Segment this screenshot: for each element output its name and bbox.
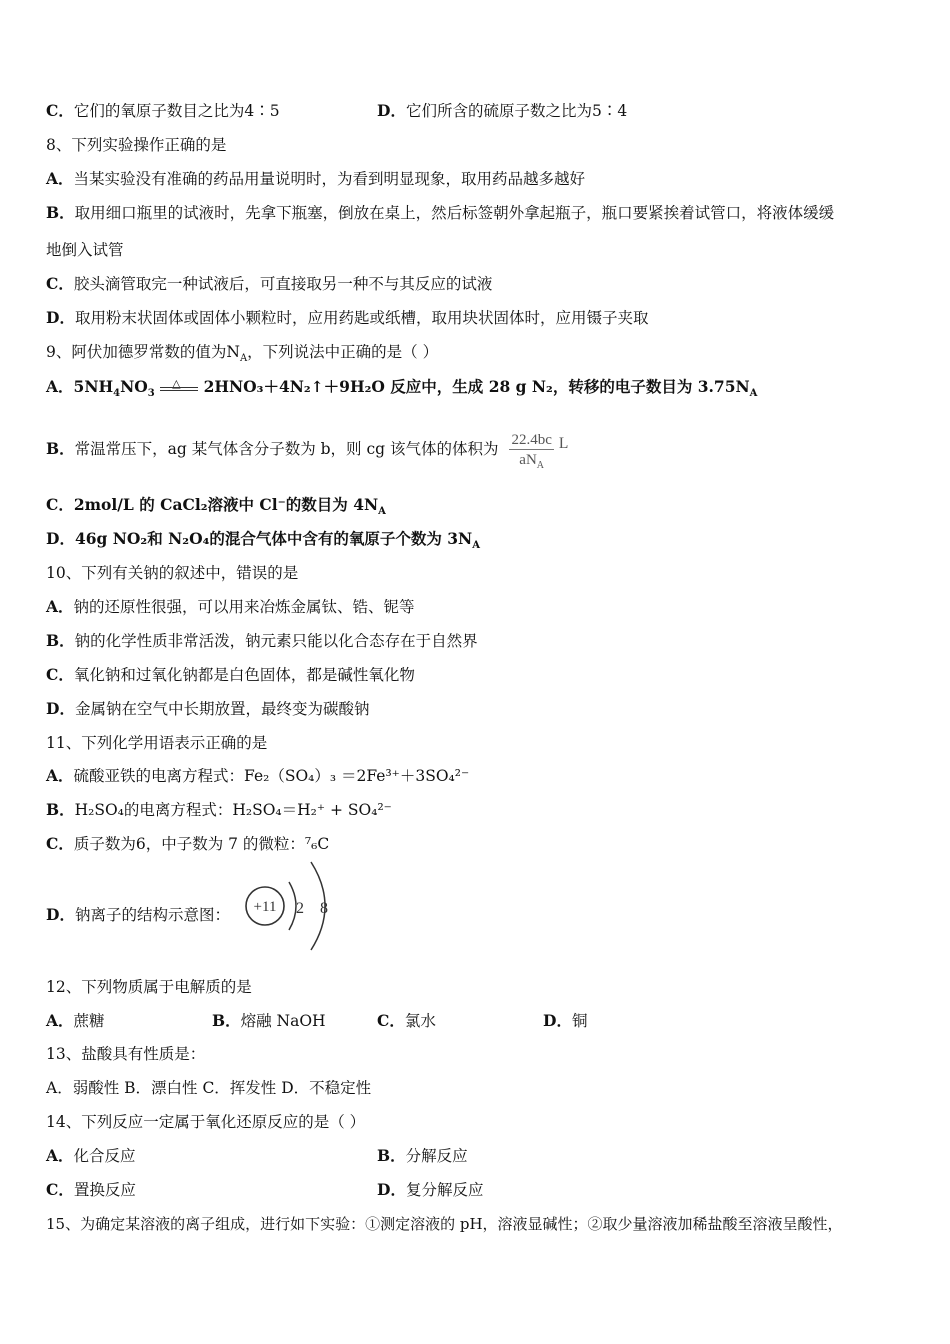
q10-option-d: D．金属钠在空气中长期放置，最终变为碳酸钠 xyxy=(46,699,370,718)
q13-stem: 13、盐酸具有性质是： xyxy=(46,1045,206,1063)
q8-stem: 8、下列实验操作正确的是 xyxy=(46,136,227,154)
q12-option-c: C．氯水 xyxy=(377,1011,436,1030)
heat-arrow-icon: △ xyxy=(160,381,198,395)
q14-option-d: D．复分解反应 xyxy=(377,1180,484,1199)
shell2-label: 8 xyxy=(320,900,328,917)
q9-option-a: A．$5NH_4NO_3$ △ 2HNO₃＋4N₂↑＋9H₂O 反应中，生成 28 g N₂，转移的电子数目为 $3.75N_A$ xyxy=(46,377,758,400)
shell1-label: 2 xyxy=(296,900,304,917)
q12-option-d: D．铜 xyxy=(543,1011,588,1030)
q15-stem: 15、为确定某溶液的离子组成，进行如下实验：①测定溶液的 pH，溶液显碱性；②取少量溶液加稀盐酸至溶液呈酸性， xyxy=(46,1215,843,1233)
q8-option-a: A．当某实验没有准确的药品用量说明时，为看到明显现象，取用药品越多越好 xyxy=(46,169,586,188)
q14-option-b: B．分解反应 xyxy=(377,1146,468,1165)
q8-option-d: D．取用粉末状固体或固体小颗粒时，应用药匙或纸槽，取用块状固体时，应用镊子夹取 xyxy=(46,308,649,327)
nucleus-label: +11 xyxy=(253,899,277,915)
q14-stem: 14、下列反应一定属于氧化还原反应的是（ ） xyxy=(46,1113,366,1131)
q9-option-b: B．常温常压下，ag 某气体含分子数为 b，则 cg 该气体的体积为 $\frac{22.4bc}{aN_A}$ L xyxy=(46,431,569,471)
q7-option-c: C．它们的氧原子数目之比为4∶5 xyxy=(46,101,280,120)
q14-option-c: C．置换反应 xyxy=(46,1180,136,1199)
q13-options: A．弱酸性 B．漂白性 C．挥发性 D．不稳定性 xyxy=(46,1079,372,1097)
q10-stem: 10、下列有关钠的叙述中，错误的是 xyxy=(46,564,299,582)
q11-option-d: D．钠离子的结构示意图： xyxy=(46,905,230,924)
q9-option-d: D．46g NO₂和 N₂O₄的混合气体中含有的氧原子个数为 $3N_A$ xyxy=(46,529,480,552)
q9-option-c: C．2mol/L 的 CaCl₂溶液中 Cl⁻的数目为 $4N_A$ xyxy=(46,495,386,518)
q11-option-a: A．硫酸亚铁的电离方程式：Fe₂（SO₄）₃ ＝2Fe³⁺＋3SO₄²⁻ xyxy=(46,766,470,785)
q12-stem: 12、下列物质属于电解质的是 xyxy=(46,978,252,996)
q10-option-a: A．钠的还原性很强，可以用来冶炼金属钛、锆、铌等 xyxy=(46,597,415,616)
q7-option-d: D．它们所含的硫原子数之比为5∶4 xyxy=(377,101,628,120)
q10-option-b: B．钠的化学性质非常活泼，钠元素只能以化合态存在于自然界 xyxy=(46,631,478,650)
q11-option-b: B．H₂SO₄的电离方程式：H₂SO₄＝H₂⁺ + SO₄²⁻ xyxy=(46,800,392,819)
q12-option-a: A．蔗糖 xyxy=(46,1011,105,1030)
volume-fraction: $\frac{22.4bc}{aN_A}$ xyxy=(511,431,552,471)
q11-stem: 11、下列化学用语表示正确的是 xyxy=(46,734,268,752)
q11-option-c: C．质子数为6，中子数为 7 的微粒：⁷₆C xyxy=(46,834,330,853)
q8-option-c: C．胶头滴管取完一种试液后，可直接取另一种不与其反应的试液 xyxy=(46,274,493,293)
q9-stem: 9、阿伏加德罗常数的值为$N_A$，下列说法中正确的是（ ） xyxy=(46,343,439,365)
q14-option-a: A．化合反应 xyxy=(46,1146,136,1165)
q8-option-b: B．取用细口瓶里的试液时，先拿下瓶塞，倒放在桌上，然后标签朝外拿起瓶子，瓶口要紧挨着试管口，将液体缓缓 xyxy=(46,203,835,222)
sodium-ion-structure-diagram xyxy=(243,858,339,954)
q10-option-c: C．氧化钠和过氧化钠都是白色固体，都是碱性氧化物 xyxy=(46,665,415,684)
q8-option-b-cont: 地倒入试管 xyxy=(46,241,124,259)
q12-option-b: B．熔融 NaOH xyxy=(212,1011,326,1030)
